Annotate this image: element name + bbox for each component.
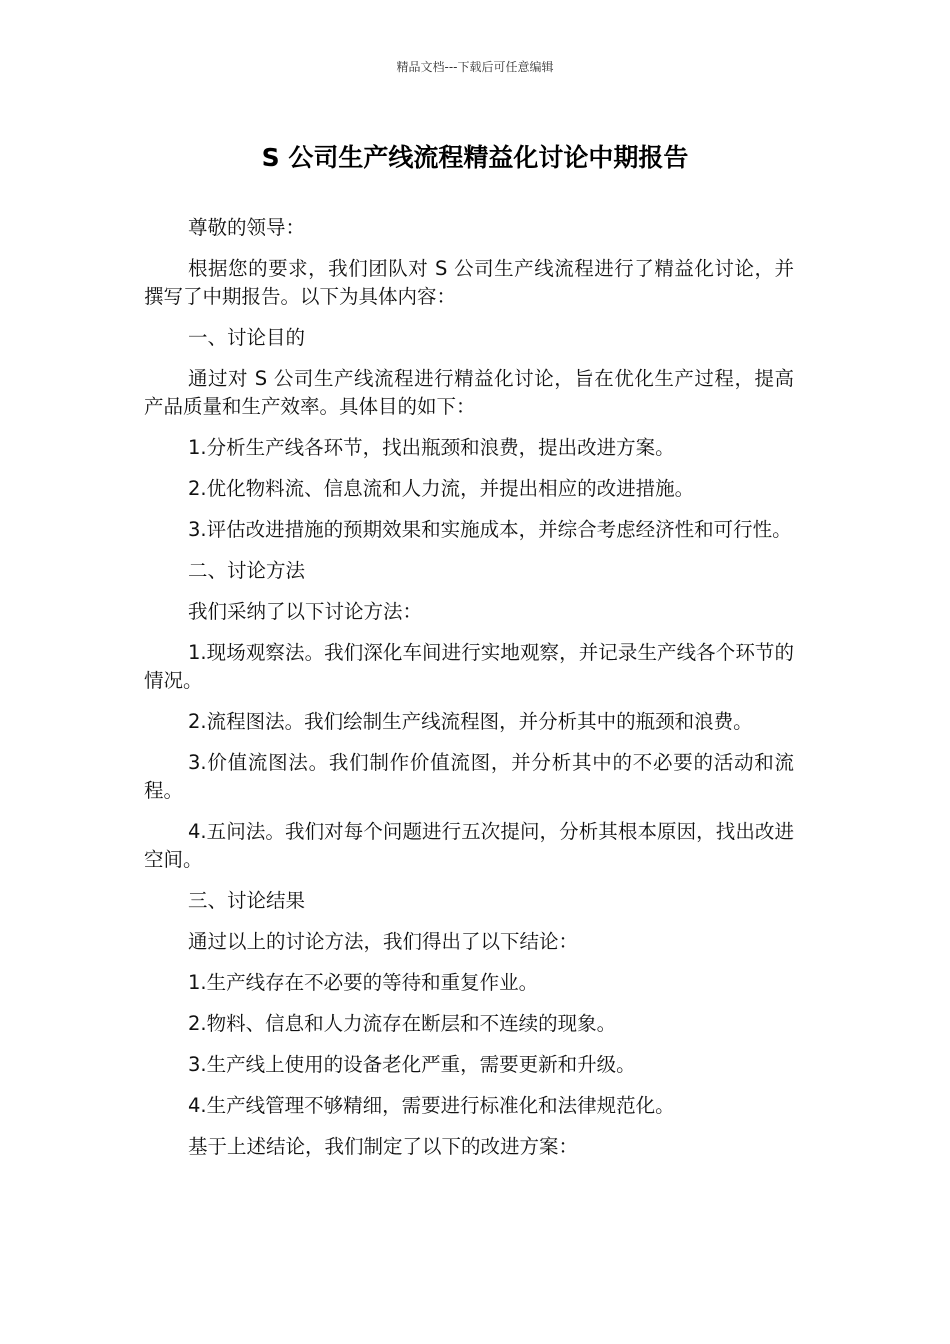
results-item-4: 4.生产线管理不够精细，需要进行标准化和法律规范化。 [188, 1094, 675, 1117]
purpose-item-2: 2.优化物料流、信息流和人力流，并提出相应的改进措施。 [188, 477, 695, 500]
method-item-1: 1.现场观察法。我们深化车间进行实地观察，并记录生产线各个环节的情况。 [144, 641, 794, 692]
results-item-3: 3.生产线上使用的设备老化严重，需要更新和升级。 [188, 1053, 636, 1076]
method-item-4: 4.五问法。我们对每个问题进行五次提问，分析其根本原因，找出改进空间。 [144, 820, 794, 871]
header-note: 精品文档---下载后可任意编辑 [396, 60, 554, 74]
results-intro: 通过以上的讨论方法，我们得出了以下结论： [188, 930, 579, 953]
salutation: 尊敬的领导： [188, 216, 306, 239]
intro-paragraph: 根据您的要求，我们团队对 S 公司生产线流程进行了精益化讨论，并撰写了中期报告。以下为具体内容： [144, 257, 794, 308]
purpose-item-1: 1.分析生产线各环节，找出瓶颈和浪费，提出改进方案。 [188, 436, 675, 459]
purpose-item-3: 3.评估改进措施的预期效果和实施成本，并综合考虑经济性和可行性。 [188, 518, 792, 541]
section-heading-method: 二、讨论方法 [188, 559, 306, 582]
improvement-intro: 基于上述结论，我们制定了以下的改进方案： [188, 1135, 579, 1158]
method-item-3: 3.价值流图法。我们制作价值流图，并分析其中的不必要的活动和流程。 [144, 751, 794, 802]
section-heading-purpose: 一、讨论目的 [188, 326, 306, 349]
method-item-2: 2.流程图法。我们绘制生产线流程图，并分析其中的瓶颈和浪费。 [188, 710, 753, 733]
results-item-2: 2.物料、信息和人力流存在断层和不连续的现象。 [188, 1012, 617, 1035]
section-heading-results: 三、讨论结果 [188, 889, 306, 912]
purpose-paragraph: 通过对 S 公司生产线流程进行精益化讨论，旨在优化生产过程，提高产品质量和生产效率。具体目的如下： [144, 367, 794, 418]
method-intro: 我们采纳了以下讨论方法： [188, 600, 423, 623]
document-body [144, 214, 794, 1174]
document-title: S 公司生产线流程精益化讨论中期报告 [261, 143, 689, 172]
results-item-1: 1.生产线存在不必要的等待和重复作业。 [188, 971, 539, 994]
